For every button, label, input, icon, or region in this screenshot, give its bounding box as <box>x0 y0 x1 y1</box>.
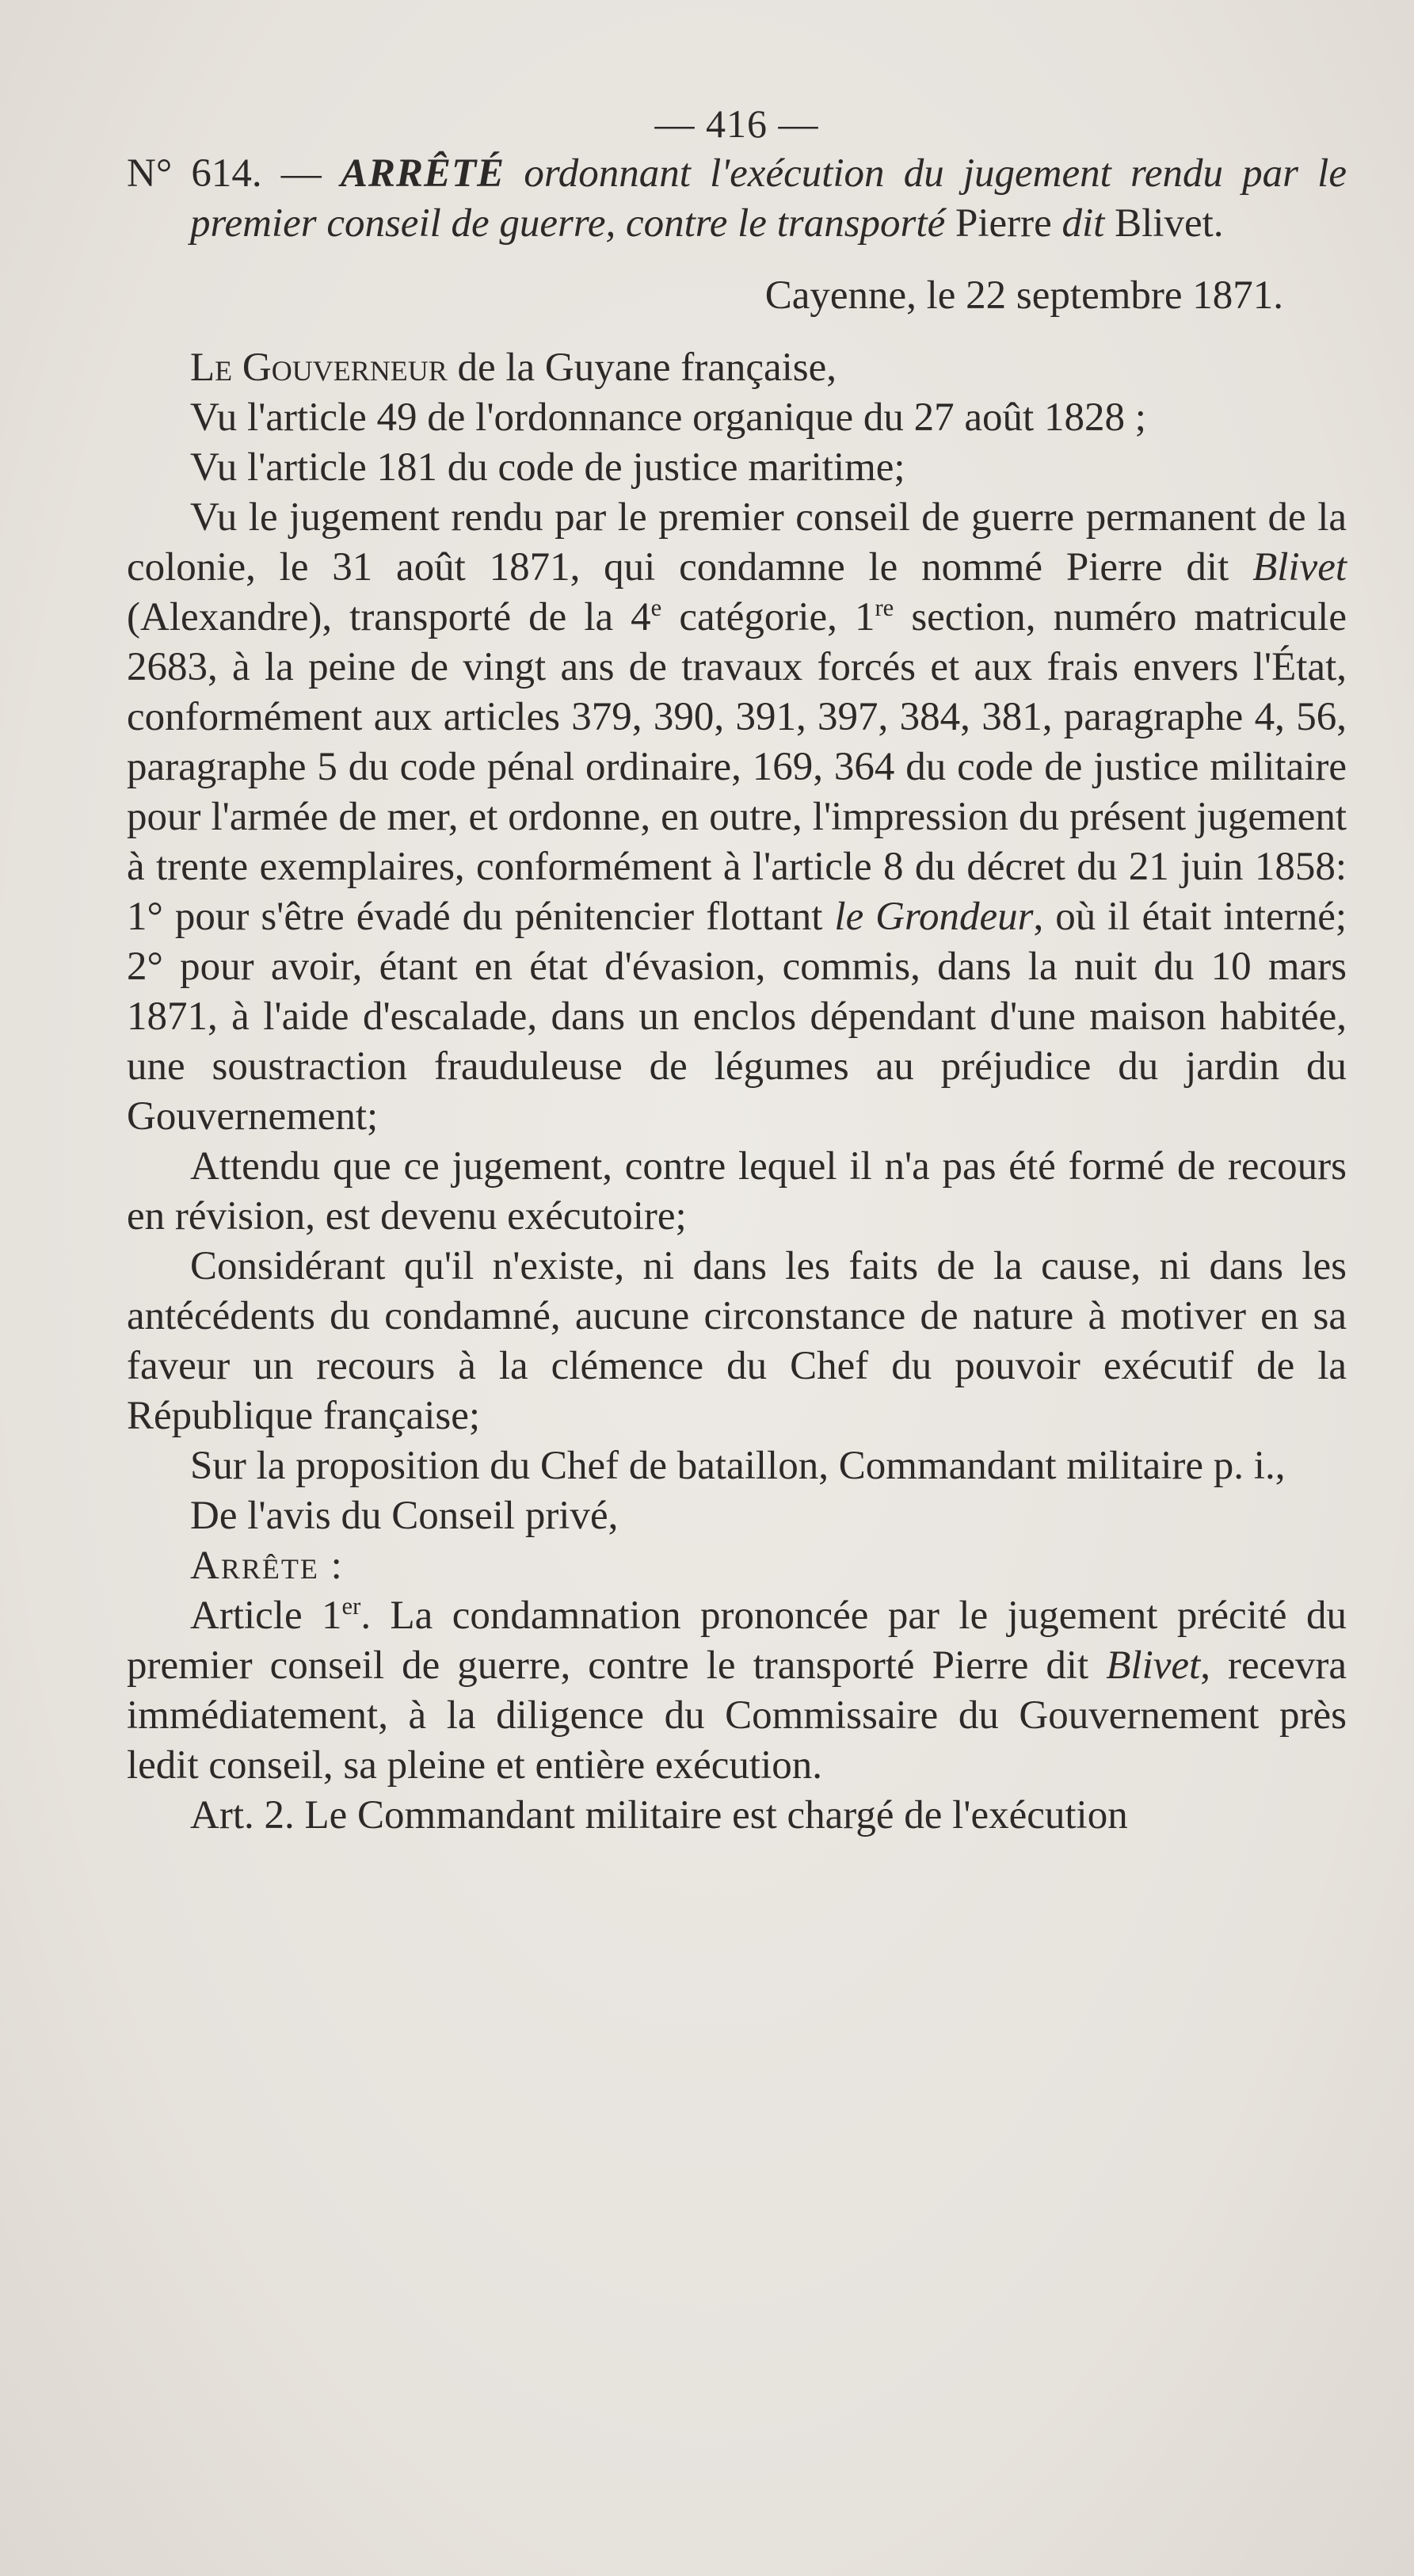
page-number: — 416 — <box>654 101 819 146</box>
article1-part2: . La condamnation prononcée par le jugement précité du premier conseil de guerre, contre le transporté Pierre dit <box>127 1593 1347 1688</box>
vu3-sup1: e <box>650 594 662 621</box>
vu3-part1: Vu le jugement rendu par le premier conseil de guerre permanent de la colonie, le 31 août 1871, qui condamne le nommé Pierre dit <box>127 495 1347 590</box>
vu3-ship: le Grondeur <box>834 895 1034 939</box>
governor-rest: de la Guyane française, <box>447 345 837 390</box>
vu3-part4: section, numéro matricule 2683, à la peine de vingt ans de travaux forcés et aux frais envers l'État, conformément aux articles 379, 390, 391, 397, 384, 381, paragraphe 4, 56, paragraphe 5 du code pénal ordinaire, 169, 364 du code de justice militaire pour l'armée de mer, et ordonne, en outre, l'impression du présent jugement à trente exemplaires, conformément à l'article 8 du décret du 21 juin 1858: 1° pour s'être évadé du pénitencier flottant <box>127 595 1347 939</box>
considerant-paragraph: Considérant qu'il n'existe, ni dans les faits de la cause, ni dans les antécédents du condamné, aucune circonstance de nature à motiver en sa faveur un recours à la clémence du Chef du pouvoir exécutif de la République française; <box>127 1244 1347 1438</box>
vu-paragraph-2: Vu l'article 181 du code de justice maritime; <box>190 445 905 490</box>
proposition-paragraph: Sur la proposition du Chef de bataillon, Commandant militaire p. i., <box>190 1444 1286 1488</box>
article1-sup: er <box>341 1593 361 1620</box>
decree-title: ordonnant l'exécution du jugement rendu par le premier conseil de guerre, contre le transporté <box>190 151 1347 246</box>
vu3-part5: , où il était interné; 2° pour avoir, étant en état d'évasion, commis, dans la nuit du 10 mars 1871, à l'aide d'escalade, dans un enclos dépendant d'une maison habitée, une soustraction frauduleuse de légumes au préjudice du jardin du Gouvernement; <box>127 895 1347 1139</box>
article1-part3: , recevra immédiatement, à la diligence du Commissaire du Gouvernement près ledit conseil, sa pleine et entière exécution. <box>127 1643 1347 1788</box>
decree-arrete-word: ARRÊTÉ <box>340 151 505 196</box>
vu-paragraph-1: Vu l'article 49 de l'ordonnance organique du 27 août 1828 ; <box>190 395 1146 440</box>
vu3-part3: catégorie, 1 <box>661 595 875 639</box>
arrete-label: Arrête : <box>190 1544 344 1588</box>
vu-paragraph-3 <box>127 493 1347 1142</box>
governor-line <box>127 343 1347 393</box>
page-content <box>127 99 1347 1841</box>
vu3-part2: (Alexandre), transporté de la 4 <box>127 595 651 639</box>
decree-name-last: Blivet. <box>1104 201 1224 246</box>
article1-part1: Article 1 <box>190 1593 342 1638</box>
attendu-paragraph: Attendu que ce jugement, contre lequel il n'a pas été formé de recours en révision, est devenu exécutoire; <box>127 1144 1347 1238</box>
article-2: Art. 2. Le Commandant militaire est chargé de l'exécution <box>190 1793 1128 1838</box>
article-1 <box>127 1591 1347 1791</box>
decree-name-first: Pierre <box>945 201 1062 246</box>
avis-paragraph: De l'avis du Conseil privé, <box>190 1494 619 1538</box>
article1-name: Blivet <box>1106 1643 1201 1688</box>
vu3-name: Blivet <box>1252 545 1347 590</box>
governor-label: Le Gouverneur <box>190 345 448 390</box>
decree-heading <box>127 149 1347 249</box>
decree-number: N° 614. — <box>127 151 341 196</box>
decree-dit: dit <box>1061 201 1105 246</box>
vu3-sup2: re <box>875 594 894 621</box>
dateline: Cayenne, le 22 septembre 1871. <box>764 273 1283 318</box>
